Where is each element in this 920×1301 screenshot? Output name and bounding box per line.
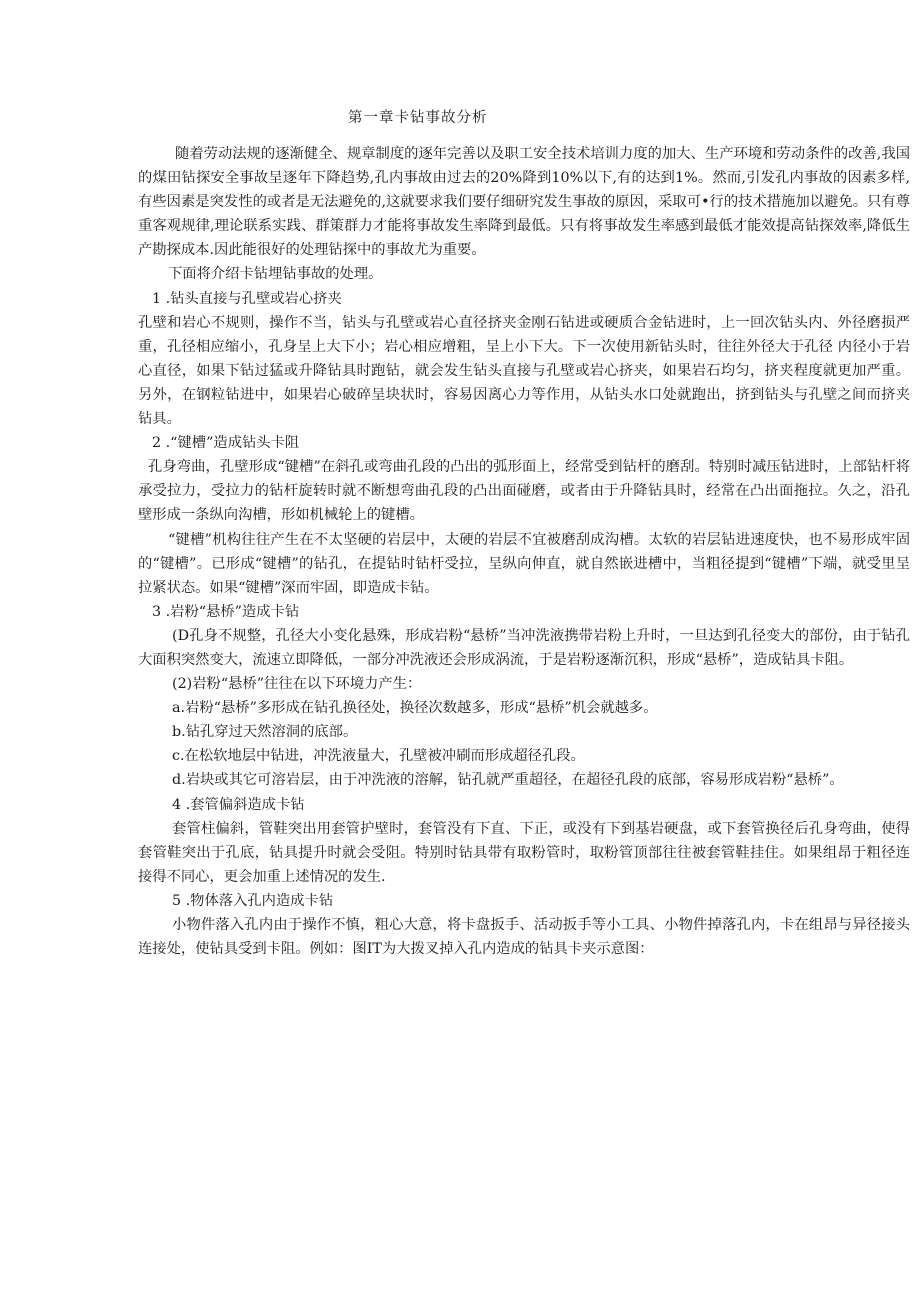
section-paragraph: (D孔身不规整，孔径大小变化悬殊，形成岩粉“悬桥”当冲洗液携带岩粉上升时，一旦达到孔径变大的部份，由于钻孔大面积突然变大，流速立即降低，一部分冲洗液还会形成涡流，于是岩粉逐渐沉积，形成“悬桥”，造成钻具卡阻。 [138, 627, 910, 668]
section-heading: 1 .钻头直接与孔壁或岩心挤夹 [152, 290, 342, 307]
document-body [138, 142, 910, 961]
chapter-title: 第一章卡钻事故分析 [348, 110, 488, 126]
intro-paragraph: 下面将介绍卡钻埋钻事故的处理。 [168, 266, 383, 283]
section-paragraph: (2)岩粉“悬桥”往往在以下环境力产生： [172, 676, 422, 693]
list-item: b.钻孔穿过天然溶洞的底部。 [172, 724, 358, 741]
section-paragraph: “键槽”机构往往产生在不太坚硬的岩层中，太硬的岩层不宜被磨刮成沟槽。太软的岩层钻进速度快，也不易形成牢固的“键槽”。已形成“键槽”的钻孔，在提钻时钻杆受拉，呈纵向伸直，就自然嵌进槽中，当粗径提到“键槽”下端，就受里呈拉紧状态。如果“键槽”深而牢固，即造成卡钻。 [138, 531, 910, 596]
list-item: a.岩粉“悬桥”多形成在钻孔换径处，换径次数越多，形成“悬桥”机会就越多。 [172, 700, 658, 717]
section-paragraph: 孔壁和岩心不规则，操作不当，钻头与孔壁或岩心直径挤夹金刚石钻进或硬质合金钻进时，上一回次钻头内、外径磨损严重，孔径相应缩小，孔身呈上大下小；岩心相应增粗，呈上小下大。下一次使用新钻头时，往往外径大于孔径 内径小于岩心直径，如果下钻过猛或升降钻具时跑钻，就会发生钻头直接与孔壁或岩心挤夹，如果岩石均匀，挤夹程度就更加严重。另外，在钢粒钻进中，如果岩心破碎呈块状时，容易因离心力等作用，从钻头水口处就跑出，挤到钻头与孔壁之间而挤夹钻具。 [138, 314, 910, 428]
section-paragraph: 孔身弯曲，孔壁形成“键槽”在斜孔或弯曲孔段的凸出的弧形面上，经常受到钻杆的磨刮。特别时减压钻进时，上部钻杆将承受拉力，受拉力的钻杆旋转时就不断想弯曲孔段的凸出面碰磨，或者由于升降钻具时，经常在凸出面拖拉。久之，沿孔壁形成一条纵向沟槽，形如机械轮上的键槽。 [138, 459, 910, 524]
list-item: d.岩块或其它可溶岩层，由于冲洗液的溶解，钻孔就严重超径，在超径孔段的底部，容易形成岩粉“悬桥”。 [172, 772, 844, 789]
section-heading: 5 .物体落入孔内造成卡钻 [172, 892, 334, 909]
section-paragraph: 小物件落入孔内由于操作不慎，粗心大意，将卡盘扳手、活动扳手等小工具、小物件掉落孔内，卡在组昂与异径接头连接处，使钻具受到卡阻。例如：图IT为大拨叉掉入孔内造成的钻具卡夹示意图： [138, 917, 910, 958]
section-heading: 3 .岩粉“悬桥”造成卡钻 [152, 603, 300, 620]
list-item: c.在松软地层中钻进，冲洗液量大，孔壁被冲刷而形成超径孔段。 [172, 748, 585, 765]
section-paragraph: 套管柱偏斜，管鞋突出用套管护壁时，套管没有下直、下正，或没有下到基岩硬盘，或下套管换径后孔身弯曲，使得套管鞋突出于孔底，钻具提升时就会受阻。特别时钻具带有取粉管时，取粉管顶部往往被套管鞋挂住。如果组昂于粗径连接得不同心，更会加重上述情况的发生. [138, 820, 910, 885]
intro-paragraph: 随着劳动法规的逐渐健全、规章制度的逐年完善以及职工安全技术培训力度的加大、生产环境和劳动条件的改善,我国的煤田钻探安全事故呈逐年下降趋势,孔内事故由过去的20%降到10%以下,有的达到1%。然而,引发孔内事故的因素多样,有些因素是突发性的或者是无法避免的,这就要求我们要仔细研究发生事故的原因，采取可•行的技术措施加以避免。只有尊重客观规律,理论联系实践、群策群力才能将事故发生率降到最低。只有将事故发生率感到最低才能效提高钻探效率,降低生产勘探成本.因此能很好的处理钻探中的事故尤为重要。 [138, 146, 910, 259]
section-heading: 2 .“键槽”造成钻头卡阻 [152, 435, 300, 452]
section-heading: 4 .套管偏斜造成卡钻 [172, 796, 305, 813]
